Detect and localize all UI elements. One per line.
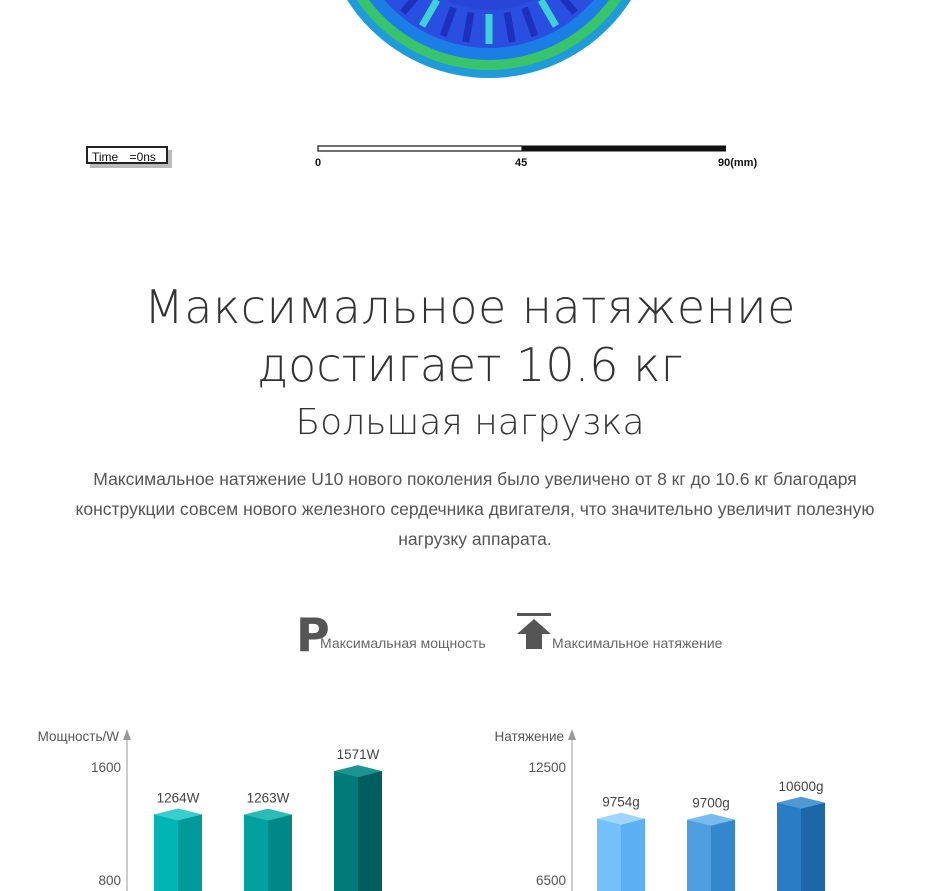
bar-data-label: 1571W <box>336 747 380 763</box>
description-paragraph: Максимальное натяжение U10 нового поколения было увеличено от 8 кг до 10.6 кг благодаря конструкции совсем нового железного сердечника двигателя, что значительно увеличит полезную нагрузку аппарата. <box>75 469 875 549</box>
bar-front <box>244 815 268 891</box>
y-axis-arrow <box>568 729 576 740</box>
time-value: =0ns <box>129 150 156 164</box>
bar-front <box>687 820 711 891</box>
bar <box>597 813 645 891</box>
legend-thrust <box>516 610 736 654</box>
bar-side <box>358 771 382 891</box>
y-tick-label: 12500 <box>528 760 566 775</box>
legend-thrust-label: Максимальное натяжение <box>552 635 723 651</box>
bar-side <box>621 819 645 891</box>
bar-data-label: 9700g <box>692 795 730 811</box>
scale-tick-90: 90(mm) <box>718 157 758 169</box>
bar <box>687 814 735 891</box>
y-tick-label: 6500 <box>535 873 566 888</box>
page-title-line2: достигает 10.6 кг <box>256 338 684 392</box>
bar <box>334 765 382 891</box>
bar-front <box>154 814 178 891</box>
bar-side <box>801 803 825 891</box>
y-axis-label: Мощность/W <box>37 729 119 744</box>
bar-data-label: 9754g <box>602 794 640 810</box>
page-title-line1: Максимальное натяжение <box>144 280 796 334</box>
bar-data-label: 10600g <box>778 778 824 794</box>
power-p-icon: P <box>296 608 330 662</box>
thrust-chart <box>470 700 940 891</box>
time-label: Time <box>92 150 119 164</box>
y-axis-arrow <box>123 729 131 740</box>
y-axis-label: Натяжение <box>494 729 564 744</box>
bar-data-label: 1263W <box>246 790 290 806</box>
legend-power-label: Максимальная мощность <box>320 635 486 651</box>
bar <box>244 809 292 891</box>
power-chart <box>0 700 470 891</box>
thrust-arrow-icon <box>516 612 552 650</box>
bar-front <box>597 819 621 891</box>
scale-tick-45: 45 <box>515 157 528 169</box>
scale-bar <box>316 144 728 156</box>
bar-side <box>268 815 292 891</box>
page-subtitle: Большая нагрузка <box>295 402 645 443</box>
motor-simulation-image <box>0 0 940 200</box>
time-indicator <box>86 146 168 164</box>
bar-front <box>777 803 801 891</box>
bar-side <box>711 820 735 891</box>
y-tick-label: 1600 <box>90 760 121 775</box>
scale-tick-0: 0 <box>315 157 322 169</box>
legend-power <box>296 608 496 662</box>
bar-side <box>178 814 202 891</box>
y-tick-label: 800 <box>98 873 121 888</box>
bar <box>154 808 202 891</box>
bar-data-label: 1264W <box>156 790 200 806</box>
bar <box>777 797 825 891</box>
bar-front <box>334 771 358 891</box>
